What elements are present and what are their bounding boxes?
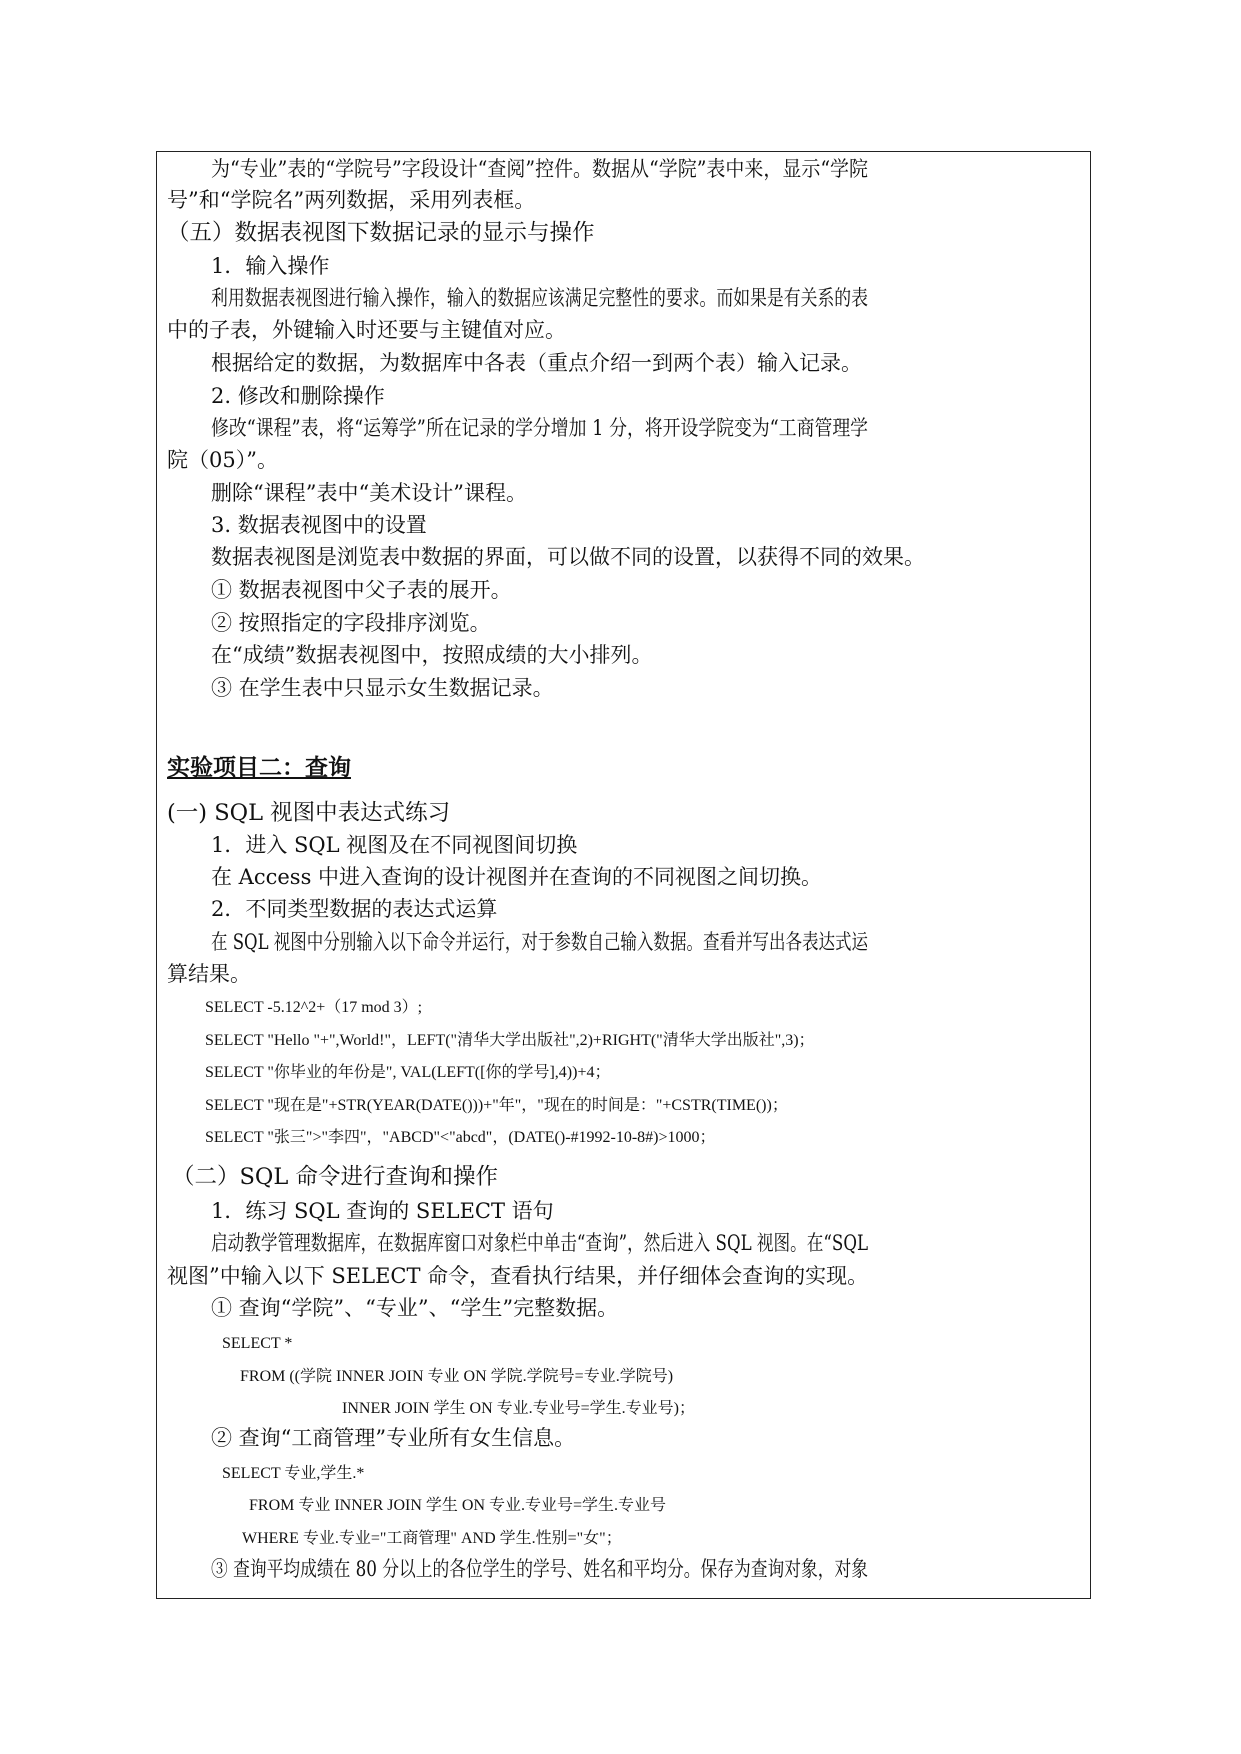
sql-code-line: SELECT 专业,学生.* [222,1465,365,1482]
text-line: 数据表视图是浏览表中数据的界面，可以做不同的设置，以获得不同的效果。 [211,545,925,569]
text-line: 删除“课程”表中“美术设计”课程。 [211,481,527,505]
sql-code-line: SELECT "现在是"+STR(YEAR(DATE()))+"年"，"现在的时间是："+CSTR(TIME())； [205,1097,788,1114]
text-line: 2．不同类型数据的表达式运算 [211,897,498,921]
text-line: 视图”中输入以下 SELECT 命令，查看执行结果，并仔细体会查询的实现。 [167,1264,869,1288]
text-line: 3. 数据表视图中的设置 [211,513,427,537]
text-line: 号”和“学院名”两列数据，采用列表框。 [167,188,536,212]
text-line: 1．练习 SQL 查询的 SELECT 语句 [211,1199,554,1223]
sql-code-line: SELECT -5.12^2+（17 mod 3）; [205,999,423,1016]
section-heading: （二）SQL 命令进行查询和操作 [172,1164,498,1190]
sql-code-line: SELECT * [222,1335,293,1352]
text-line: 在 Access 中进入查询的设计视图并在查询的不同视图之间切换。 [211,865,823,889]
text-line: 修改“课程”表，将“运筹学”所在记录的学分增加 1 分，将开设学院变为“工商管理学 [211,416,868,440]
text-line: 启动教学管理数据库，在数据库窗口对象栏中单击“查询”，然后进入 SQL 视图。在“SQL [211,1231,869,1255]
text-line: ③ 查询平均成绩在 80 分以上的各位学生的学号、姓名和平均分。保存为查询对象，对象 [211,1557,869,1581]
text-line: ② 按照指定的字段排序浏览。 [211,611,491,635]
section-title: 实验项目二：查询 [167,754,351,781]
text-line: 在 SQL 视图中分别输入以下命令并运行，对于参数自己输入数据。查看并写出各表达式运 [211,930,869,954]
text-line: ③ 在学生表中只显示女生数据记录。 [211,676,554,700]
text-line: 为“专业”表的“学院号”字段设计“查阅”控件。数据从“学院”表中来，显示“学院 [211,157,869,181]
section-heading: （五）数据表视图下数据记录的显示与操作 [167,220,595,246]
text-line: 1．输入操作 [211,254,330,278]
text-line: 中的子表，外键输入时还要与主键值对应。 [167,318,566,342]
text-line: 1．进入 SQL 视图及在不同视图间切换 [211,833,578,857]
sql-code-line: SELECT "Hello "+",World!"，LEFT("清华大学出版社",2)+RIGHT("清华大学出版社",3)； [205,1032,815,1049]
section-heading: (一) SQL 视图中表达式练习 [167,800,451,826]
sql-code-line: INNER JOIN 学生 ON 专业.专业号=学生.专业号)； [342,1400,696,1417]
sql-code-line: SELECT "你毕业的年份是", VAL(LEFT([你的学号],4))+4； [205,1064,611,1081]
text-line: ② 查询“工商管理”专业所有女生信息。 [211,1426,576,1450]
text-line: 院（05）”。 [167,448,278,472]
sql-code-line: FROM 专业 INNER JOIN 学生 ON 专业.专业号=学生.专业号 [249,1497,667,1514]
sql-code-line: SELECT "张三">"李四"，"ABCD"<"abcd"，(DATE()-#1992-10-8#)>1000； [205,1129,716,1146]
text-line: 利用数据表视图进行输入操作，输入的数据应该满足完整性的要求。而如果是有关系的表 [211,286,869,310]
text-line: 根据给定的数据，为数据库中各表（重点介绍一到两个表）输入记录。 [211,351,862,375]
text-line: ① 数据表视图中父子表的展开。 [211,578,512,602]
text-line: 在“成绩”数据表视图中，按照成绩的大小排列。 [211,643,653,667]
text-line: 2. 修改和删除操作 [211,384,385,408]
sql-code-line: WHERE 专业.专业="工商管理" AND 学生.性别="女"； [242,1530,622,1547]
text-line: ① 查询“学院”、“专业”、“学生”完整数据。 [211,1296,619,1320]
text-line: 算结果。 [167,962,251,986]
sql-code-line: FROM ((学院 INNER JOIN 专业 ON 学院.学院号=专业.学院号) [240,1368,674,1385]
